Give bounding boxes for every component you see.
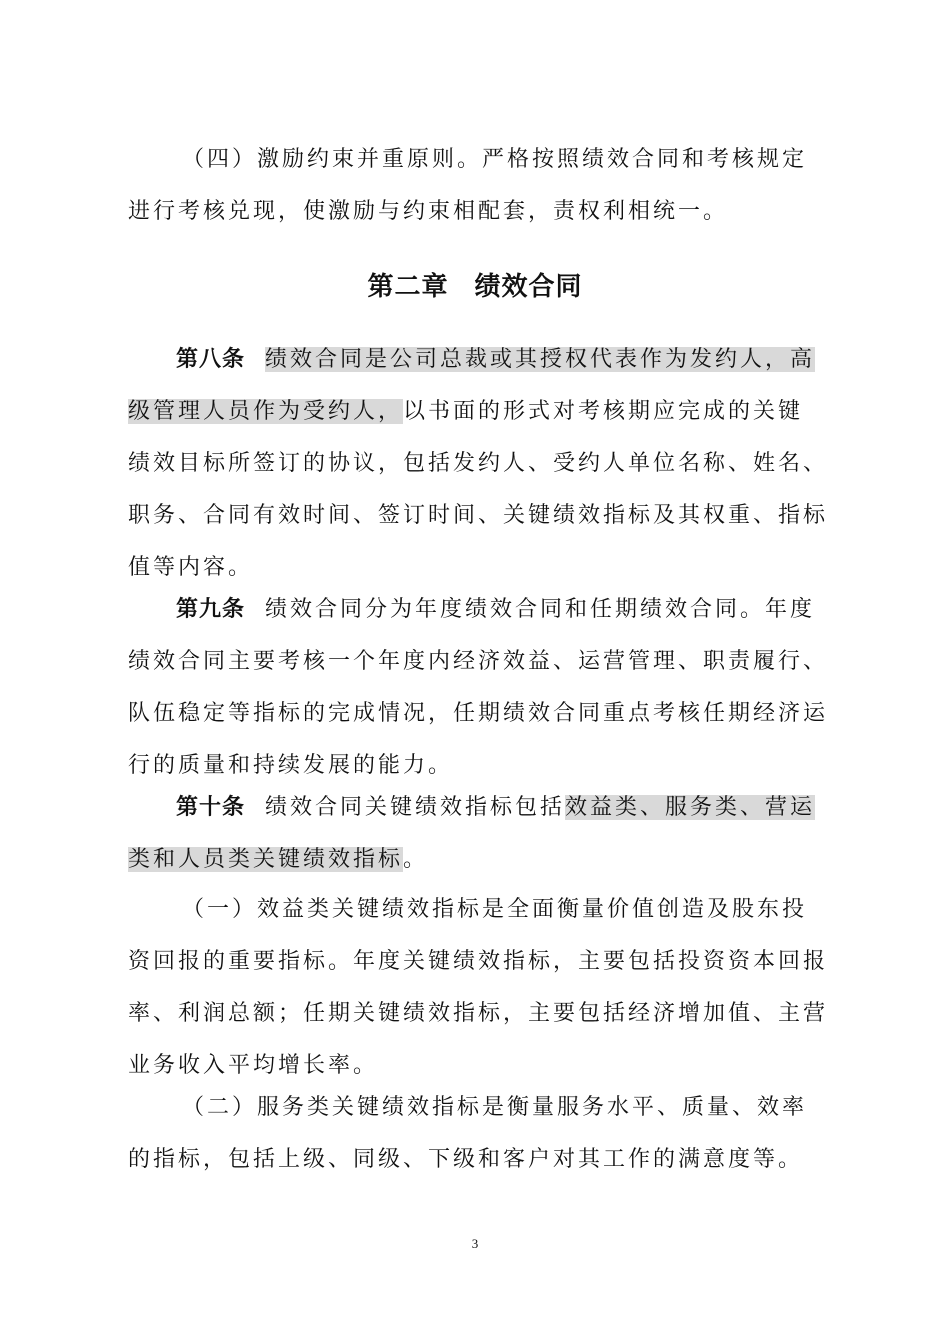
article-text: 以书面的形式对考核期应完成的关键绩效目标所签订的协议，包括发约人、受约人单位名称、姓名、职务、合同有效时间、签订时间、关键绩效指标及其权重、指标值等内容。 [128,399,829,580]
paragraph-text: （四）激励约束并重原则。严格按照绩效合同和考核规定进行考核兑现，使激励与约束相配套，责权利相统一。 [128,147,808,224]
article-9 [128,584,828,792]
item-benefit-indicators [128,884,828,1092]
article-8 [128,334,828,594]
article-label: 第八条 [176,347,246,372]
highlighted-text: 绩效合同是公司总裁或其授权代表作为发约人，高级管理人员作为受约人， [128,347,816,424]
item-text: （一）效益类关键绩效指标是全面衡量价值创造及股东投资回报的重要指标。年度关键绩效指标，主要包括投资资本回报率、利润总额；任期关键绩效指标，主要包括经济增加值、主营业务收入平均增长率。 [128,897,829,1078]
article-text: 绩效合同分为年度绩效合同和任期绩效合同。年度绩效合同主要考核一个年度内经济效益、运营管理、职责履行、队伍稳定等指标的完成情况，任期绩效合同重点考核任期经济运行的质量和持续发展的能力。 [128,597,829,778]
page-number: 3 [471,1236,479,1251]
chapter-heading [0,266,950,303]
article-label: 第九条 [176,597,246,622]
paragraph-incentive-principle [128,134,828,238]
article-text-end: 。 [403,847,429,872]
chapter-number: 第二章 [367,272,449,302]
article-text: 绩效合同关键绩效指标包括 [265,795,566,820]
item-text: （二）服务类关键绩效指标是衡量服务水平、质量、效率的指标，包括上级、同级、下级和客户对其工作的满意度等。 [128,1095,808,1172]
item-service-indicators [128,1082,828,1186]
article-label: 第十条 [176,795,246,820]
article-10 [128,782,828,886]
chapter-title: 绩效合同 [474,272,583,302]
highlighted-text: 效益类、服务类、营运类和人员类关键绩效指标 [128,795,816,872]
